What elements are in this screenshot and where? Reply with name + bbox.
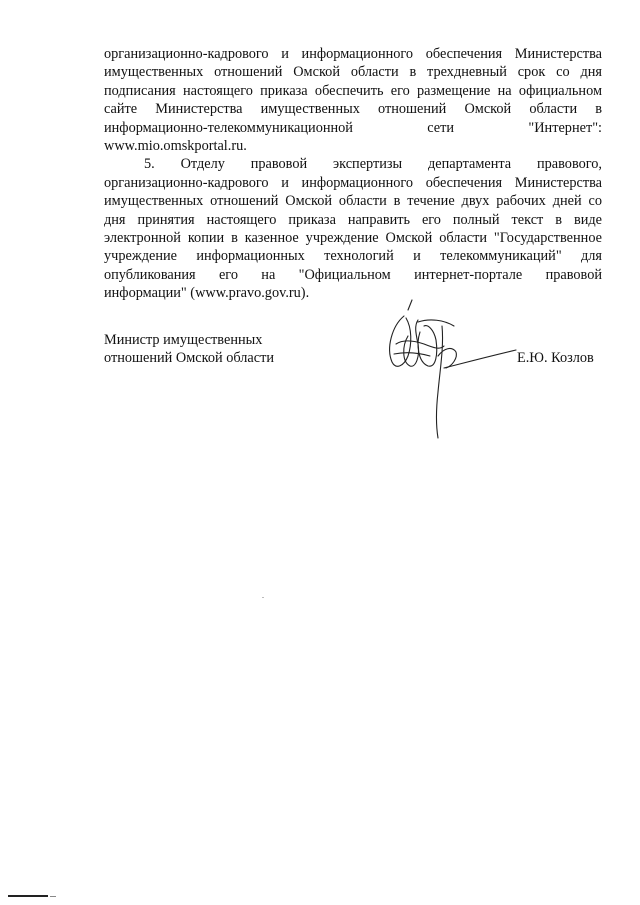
text-line: имущественных отношений Омской области в трехдневный срок со дня [104,64,602,81]
scan-artifact [262,597,264,598]
footer-rule [8,895,48,897]
document-body [104,45,602,303]
text-line: подписания настоящего приказа обеспечить его размещение на официальном [104,82,602,99]
signer-name: Е.Ю. Козлов [517,350,594,366]
text-line: имущественных отношений Омской области в течение двух рабочих дней со [104,193,602,210]
text-line: информации" (www.pravo.gov.ru). [104,285,310,302]
text-line: дня принятия настоящего приказа направить его полный текст в виде [104,211,602,228]
signatory-title-line: Министр имущественных [104,332,263,348]
text-line: учреждение информационных технологий и телекоммуникаций" для [104,248,602,265]
text-line: электронной копии в казенное учреждение Омской области "Государственное [104,230,602,247]
paragraph-4-continuation [104,45,602,155]
text-line: организационно-кадрового и информационного обеспечения Министерства [104,46,602,62]
text-line: сайте Министерства имущественных отношений Омской области в [104,101,602,118]
text-line: 5. Отделу правовой экспертизы департамента правового, [144,156,602,173]
paragraph-5 [104,155,602,302]
signatory-title [104,331,274,368]
text-line: организационно-кадрового и информационного обеспечения Министерства [104,174,602,191]
footer-rule [50,896,56,897]
text-line: информационно-телекоммуникационной сети "Интернет": [104,119,602,136]
text-line: опубликования его на "Официальном интернет-портале правовой [104,266,602,283]
handwritten-signature-icon [378,296,518,446]
signatory-title-line: отношений Омской области [104,350,274,367]
text-line: www.mio.omskportal.ru. [104,138,247,155]
